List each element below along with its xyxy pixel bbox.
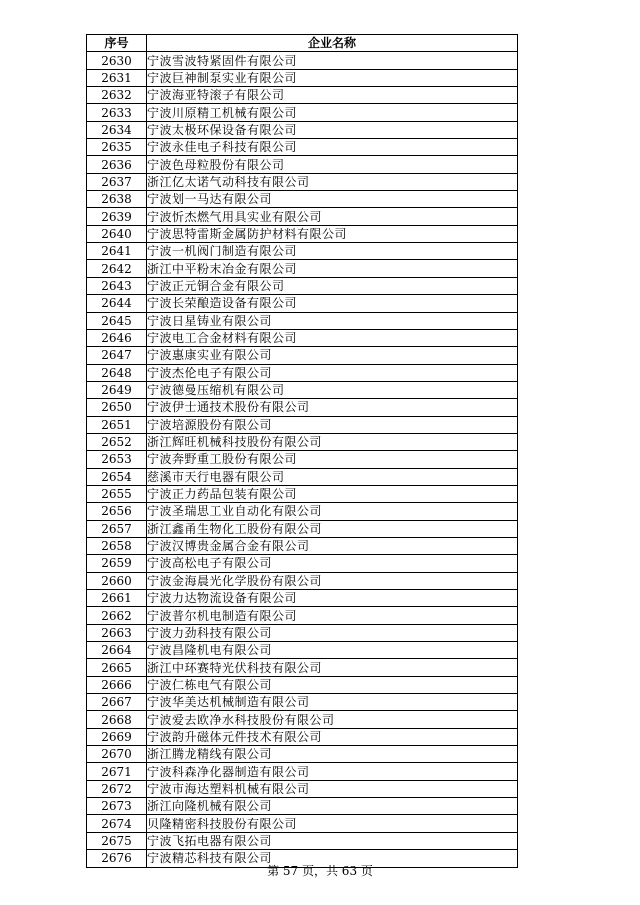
serial-number-cell: 2637 bbox=[87, 173, 147, 190]
company-name-cell: 宁波精芯科技有限公司 bbox=[147, 850, 518, 867]
company-name-cell: 宁波飞拓电器有限公司 bbox=[147, 832, 518, 849]
company-name-cell: 宁波忻杰燃气用具实业有限公司 bbox=[147, 208, 518, 225]
company-name-cell: 贝隆精密科技股份有限公司 bbox=[147, 815, 518, 832]
page-footer: 第 57 页，共 63 页 bbox=[267, 864, 373, 878]
company-name-cell: 浙江腾龙精线有限公司 bbox=[147, 746, 518, 763]
table-row bbox=[87, 416, 518, 433]
company-name-cell: 宁波正力药品包装有限公司 bbox=[147, 485, 518, 502]
table-row bbox=[87, 381, 518, 398]
header-company-name: 企业名称 bbox=[147, 35, 518, 52]
table-row bbox=[87, 173, 518, 190]
table-row bbox=[87, 503, 518, 520]
table-row bbox=[87, 191, 518, 208]
serial-number-cell: 2661 bbox=[87, 590, 147, 607]
serial-number-cell: 2665 bbox=[87, 659, 147, 676]
table-row bbox=[87, 537, 518, 554]
table-row bbox=[87, 364, 518, 381]
serial-number-cell: 2650 bbox=[87, 399, 147, 416]
table-row bbox=[87, 208, 518, 225]
serial-number-cell: 2653 bbox=[87, 451, 147, 468]
table-row bbox=[87, 832, 518, 849]
serial-number-cell: 2649 bbox=[87, 381, 147, 398]
company-name-cell: 宁波杰伦电子有限公司 bbox=[147, 364, 518, 381]
company-name-cell: 宁波力劲科技有限公司 bbox=[147, 624, 518, 641]
table-row bbox=[87, 694, 518, 711]
serial-number-cell: 2664 bbox=[87, 642, 147, 659]
serial-number-cell: 2676 bbox=[87, 850, 147, 867]
table-row bbox=[87, 260, 518, 277]
company-name-cell: 宁波市海达塑料机械有限公司 bbox=[147, 780, 518, 797]
company-name-cell: 宁波奔野重工股份有限公司 bbox=[147, 451, 518, 468]
table-row bbox=[87, 295, 518, 312]
table-row bbox=[87, 69, 518, 86]
table-row bbox=[87, 728, 518, 745]
company-name-cell: 浙江鑫甬生物化工股份有限公司 bbox=[147, 520, 518, 537]
serial-number-cell: 2672 bbox=[87, 780, 147, 797]
serial-number-cell: 2657 bbox=[87, 520, 147, 537]
table-row bbox=[87, 87, 518, 104]
table-row bbox=[87, 642, 518, 659]
serial-number-cell: 2642 bbox=[87, 260, 147, 277]
serial-number-cell: 2644 bbox=[87, 295, 147, 312]
company-name-cell: 宁波电工合金材料有限公司 bbox=[147, 329, 518, 346]
table-row bbox=[87, 607, 518, 624]
table-row bbox=[87, 555, 518, 572]
serial-number-cell: 2669 bbox=[87, 728, 147, 745]
table-row bbox=[87, 121, 518, 138]
table-row bbox=[87, 763, 518, 780]
company-name-cell: 宁波雪波特紧固件有限公司 bbox=[147, 52, 518, 69]
serial-number-cell: 2655 bbox=[87, 485, 147, 502]
serial-number-cell: 2634 bbox=[87, 121, 147, 138]
company-name-cell: 宁波划一马达有限公司 bbox=[147, 191, 518, 208]
serial-number-cell: 2658 bbox=[87, 537, 147, 554]
serial-number-cell: 2670 bbox=[87, 746, 147, 763]
serial-number-cell: 2662 bbox=[87, 607, 147, 624]
serial-number-cell: 2643 bbox=[87, 277, 147, 294]
serial-number-cell: 2674 bbox=[87, 815, 147, 832]
table-row bbox=[87, 711, 518, 728]
company-name-cell: 宁波惠康实业有限公司 bbox=[147, 347, 518, 364]
serial-number-cell: 2647 bbox=[87, 347, 147, 364]
company-name-cell: 浙江亿太诺气动科技有限公司 bbox=[147, 173, 518, 190]
company-name-cell: 宁波爱去欧净水科技股份有限公司 bbox=[147, 711, 518, 728]
table-row bbox=[87, 277, 518, 294]
company-name-cell: 宁波培源股份有限公司 bbox=[147, 416, 518, 433]
table-row bbox=[87, 139, 518, 156]
serial-number-cell: 2663 bbox=[87, 624, 147, 641]
company-name-cell: 宁波汉博贵金属合金有限公司 bbox=[147, 537, 518, 554]
serial-number-cell: 2641 bbox=[87, 243, 147, 260]
serial-number-cell: 2660 bbox=[87, 572, 147, 589]
company-name-cell: 宁波韵升磁体元件技术有限公司 bbox=[147, 728, 518, 745]
serial-number-cell: 2652 bbox=[87, 433, 147, 450]
table-row bbox=[87, 312, 518, 329]
serial-number-cell: 2648 bbox=[87, 364, 147, 381]
company-name-cell: 宁波思特雷斯金属防护材料有限公司 bbox=[147, 225, 518, 242]
table-row bbox=[87, 104, 518, 121]
table-row bbox=[87, 433, 518, 450]
company-name-cell: 宁波色母粒股份有限公司 bbox=[147, 156, 518, 173]
company-name-cell: 宁波太极环保设备有限公司 bbox=[147, 121, 518, 138]
table-row bbox=[87, 590, 518, 607]
serial-number-cell: 2645 bbox=[87, 312, 147, 329]
table-row bbox=[87, 572, 518, 589]
table-row bbox=[87, 746, 518, 763]
serial-number-cell: 2654 bbox=[87, 468, 147, 485]
company-name-cell: 浙江中环赛特光伏科技有限公司 bbox=[147, 659, 518, 676]
table-body bbox=[87, 52, 518, 867]
table-header-row bbox=[87, 35, 518, 52]
company-name-cell: 宁波科森净化器制造有限公司 bbox=[147, 763, 518, 780]
serial-number-cell: 2632 bbox=[87, 87, 147, 104]
table-row bbox=[87, 243, 518, 260]
serial-number-cell: 2646 bbox=[87, 329, 147, 346]
company-name-cell: 宁波日星铸业有限公司 bbox=[147, 312, 518, 329]
serial-number-cell: 2667 bbox=[87, 694, 147, 711]
company-name-cell: 浙江中平粉末冶金有限公司 bbox=[147, 260, 518, 277]
table-row bbox=[87, 329, 518, 346]
table-row bbox=[87, 485, 518, 502]
table-row bbox=[87, 520, 518, 537]
table-row bbox=[87, 676, 518, 693]
company-name-cell: 宁波高松电子有限公司 bbox=[147, 555, 518, 572]
table-row bbox=[87, 156, 518, 173]
serial-number-cell: 2639 bbox=[87, 208, 147, 225]
serial-number-cell: 2633 bbox=[87, 104, 147, 121]
serial-number-cell: 2635 bbox=[87, 139, 147, 156]
company-name-cell: 宁波永佳电子科技有限公司 bbox=[147, 139, 518, 156]
company-name-cell: 宁波华美达机械制造有限公司 bbox=[147, 694, 518, 711]
header-serial-number: 序号 bbox=[87, 35, 147, 52]
company-table bbox=[86, 34, 518, 868]
company-name-cell: 宁波正元铜合金有限公司 bbox=[147, 277, 518, 294]
serial-number-cell: 2671 bbox=[87, 763, 147, 780]
table-row bbox=[87, 798, 518, 815]
company-name-cell: 宁波圣瑞思工业自动化有限公司 bbox=[147, 503, 518, 520]
company-name-cell: 宁波普尔机电制造有限公司 bbox=[147, 607, 518, 624]
table-row bbox=[87, 399, 518, 416]
serial-number-cell: 2638 bbox=[87, 191, 147, 208]
table-row bbox=[87, 451, 518, 468]
company-name-cell: 宁波海亚特滚子有限公司 bbox=[147, 87, 518, 104]
serial-number-cell: 2675 bbox=[87, 832, 147, 849]
company-name-cell: 宁波长荣酿造设备有限公司 bbox=[147, 295, 518, 312]
table-row bbox=[87, 52, 518, 69]
company-name-cell: 宁波伊士通技术股份有限公司 bbox=[147, 399, 518, 416]
table-row bbox=[87, 815, 518, 832]
table-row bbox=[87, 347, 518, 364]
table-row bbox=[87, 624, 518, 641]
serial-number-cell: 2640 bbox=[87, 225, 147, 242]
serial-number-cell: 2631 bbox=[87, 69, 147, 86]
serial-number-cell: 2673 bbox=[87, 798, 147, 815]
serial-number-cell: 2666 bbox=[87, 676, 147, 693]
company-name-cell: 宁波金海晨光化学股份有限公司 bbox=[147, 572, 518, 589]
company-name-cell: 浙江辉旺机械科技股份有限公司 bbox=[147, 433, 518, 450]
table-row bbox=[87, 659, 518, 676]
company-name-cell: 宁波昌隆机电有限公司 bbox=[147, 642, 518, 659]
company-name-cell: 慈溪市天行电器有限公司 bbox=[147, 468, 518, 485]
serial-number-cell: 2651 bbox=[87, 416, 147, 433]
table-row bbox=[87, 780, 518, 797]
table-row bbox=[87, 225, 518, 242]
company-name-cell: 宁波力达物流设备有限公司 bbox=[147, 590, 518, 607]
company-name-cell: 浙江向隆机械有限公司 bbox=[147, 798, 518, 815]
serial-number-cell: 2656 bbox=[87, 503, 147, 520]
serial-number-cell: 2659 bbox=[87, 555, 147, 572]
serial-number-cell: 2630 bbox=[87, 52, 147, 69]
company-name-cell: 宁波德曼压缩机有限公司 bbox=[147, 381, 518, 398]
company-name-cell: 宁波一机阀门制造有限公司 bbox=[147, 243, 518, 260]
company-name-cell: 宁波巨神制泵实业有限公司 bbox=[147, 69, 518, 86]
table-row bbox=[87, 468, 518, 485]
serial-number-cell: 2636 bbox=[87, 156, 147, 173]
company-name-cell: 宁波仁栋电气有限公司 bbox=[147, 676, 518, 693]
serial-number-cell: 2668 bbox=[87, 711, 147, 728]
company-name-cell: 宁波川原精工机械有限公司 bbox=[147, 104, 518, 121]
